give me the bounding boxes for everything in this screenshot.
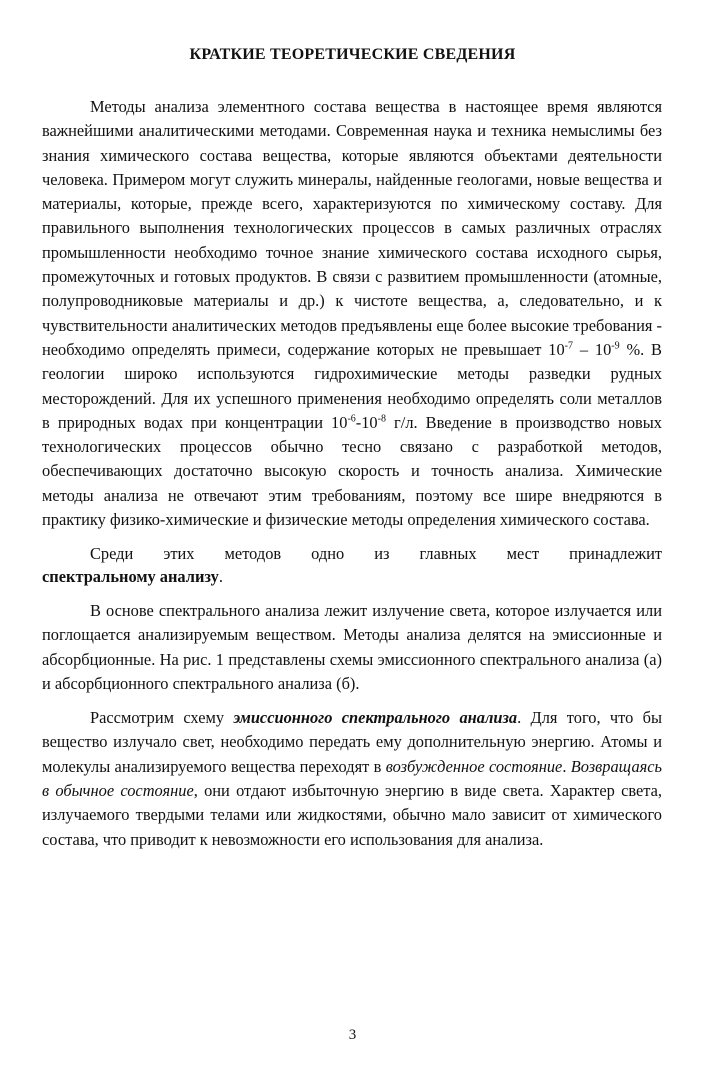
text-run: . (218, 566, 223, 586)
bold-italic-term: эмиссионного спектрального анализа (233, 708, 518, 728)
bold-term: спектральному анализу (42, 566, 219, 586)
paragraph-emission (42, 706, 662, 852)
document-body (42, 95, 662, 862)
text-run: . Для того, что бы вещество излучало свет, необходимо передать ему дополнительную энергию. Атомы и молекулы анализируемого вещества переходят в (42, 708, 662, 776)
exponent: -9 (611, 340, 620, 352)
text-run: -10 (355, 412, 378, 432)
italic-term: Возвращаясь в обычное состояние (42, 756, 662, 801)
text-run: %. В геологии широко используются гидрохимические методы разведки рудных месторождений. Для их успешного применения необходимо определять соли металлов в природных водах при концентрации 10 (42, 339, 662, 432)
paragraph-intro (42, 95, 662, 532)
text-run: г/л. Введение в производство новых технологических процессов обычно тесно связано с разработкой методов, обеспечивающих достаточно высокую скорость и точность анализа. Химические методы анализа не отвечают этим требованиям, поэтому все шире внедряются в практику физико-химические и физические методы определения химического состава. (42, 412, 662, 530)
text-run: . (562, 756, 571, 776)
text-run: Рассмотрим схему (90, 708, 234, 728)
text-run: Среди этих методов одно из главных мест принадлежит (90, 544, 662, 564)
exponent: -7 (564, 340, 573, 352)
section-title: КРАТКИЕ ТЕОРЕТИЧЕСКИЕ СВЕДЕНИЯ (189, 46, 516, 63)
text-run: , они отдают избыточную энергию в виде света. Характер света, излучаемого твердыми телами или жидкостями, обычно мало зависит от химического состава, что приводит к невозможности его использования для анализа. (42, 781, 662, 849)
italic-term: возбужденное состояние (385, 756, 563, 776)
paragraph-spectral-term (42, 565, 662, 589)
page-number: 3 (348, 1027, 357, 1043)
exponent: -8 (377, 413, 386, 425)
text-run: – 10 (572, 339, 612, 359)
paragraph-spectral-intro (42, 542, 662, 566)
exponent: -6 (347, 413, 356, 425)
paragraph-spectral-basis: В основе спектрального анализа лежит излучение света, которое излучается или поглощается анализируемым веществом. Методы анализа делятся на эмиссионные и абсорбционные. На рис. 1 представлены схемы эмиссионного спектрального анализа (а) и абсорбционного спектрального анализа (б). (42, 600, 662, 693)
text-run: Методы анализа элементного состава вещества в настоящее время являются важнейшими аналитическими методами. Современная наука и техника немыслимы без знания химического состава вещества, которые являются объектами деятельности человека. Примером могут служить минералы, найденные геологами, новые вещества и материалы, которые, прежде всего, характеризуются по химическому составу. Для правильного выполнения технологических процессов в самых различных отраслях промышленности необходимо точное знание химического состава исходного сырья, промежуточных и готовых продуктов. В связи с развитием промышленности (атомные, полупроводниковые материалы и др.) к чистоте вещества, а, следовательно, и к чувствительности аналитических методов предъявлены еще более высокие требования - необходимо определять примеси, содержание которых не превышает 10 (42, 97, 662, 359)
